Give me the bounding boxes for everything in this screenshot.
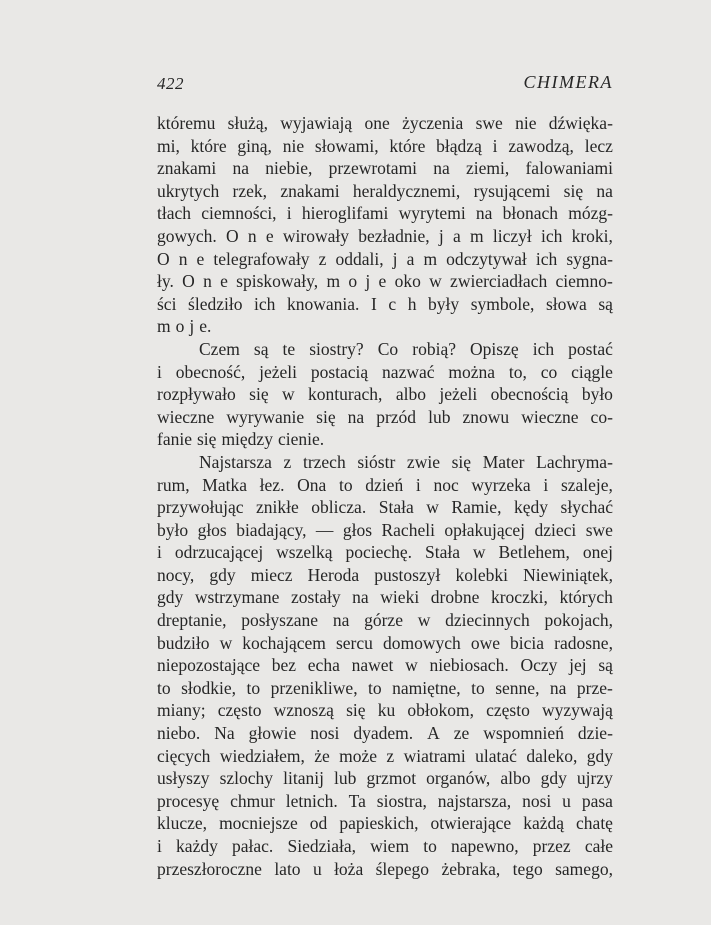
text-line: nocy, gdy miecz Heroda pustoszył kolebki Niewiniątek, (157, 564, 613, 585)
text-line: ły. O n e spiskowały, m o j e oko w zwierciadłach ciemno- (157, 271, 613, 292)
text-line: procesyę chmur letnich. Ta siostra, najstarsza, nosi u pasa (157, 790, 613, 811)
text-line: fanie się między cienie. (157, 429, 325, 450)
text-line: ukrytych rzek, znakami heraldycznemi, rysującemi się na (157, 180, 613, 201)
text-line: cięcych wiedziałem, że może z wiatrami ulatać daleko, gdy (157, 745, 613, 766)
text-line: klucze, mocniejsze od papieskich, otwierające każdą chatę (157, 813, 613, 834)
text-line: niepozostające bez echa nawet w niebiosach. Oczy jej są (157, 655, 613, 676)
text-line: rum, Matka łez. Ona to dzień i noc wyrzeka i szaleje, (157, 474, 613, 495)
text-line: gowych. O n e wirowały bezładnie, j a m liczył ich kroki, (157, 225, 613, 246)
running-title: CHIMERA (523, 72, 613, 92)
text-line: Najstarsza z trzech sióstr zwie się Mater Lachryma- (199, 451, 613, 472)
text-line: znakami na niebie, przewrotami na ziemi, falowaniami (157, 158, 613, 179)
text-line: usłyszy szlochy litanij lub grzmot organów, albo gdy ujrzy (157, 768, 613, 789)
text-line: ści śledziło ich knowania. I c h były symbole, słowa są (157, 293, 613, 314)
text-line: przeszłoroczne lato u łoża ślepego żebraka, tego samego, (157, 858, 613, 879)
text-line: miany; często wznoszą się ku obłokom, często wyzywają (157, 700, 613, 721)
text-line: było głos biadający, — głos Racheli opłakującej dzieci swe (157, 519, 613, 540)
text-line: i obecność, jeżeli postacią nazwać można to, co ciągle (157, 361, 613, 382)
text-line: rozpływało się w konturach, albo jeżeli obecnością było (157, 384, 613, 405)
text-line: wieczne wyrywanie się na przód lub znowu wieczne co- (157, 406, 613, 427)
text-line: to słodkie, to przenikliwe, to namiętne, to senne, na prze- (157, 677, 613, 698)
text-line: m o j e. (157, 316, 212, 337)
text-line: Czem są te siostry? Co robią? Opiszę ich postać (199, 338, 613, 359)
text-line: gdy wstrzymane zostały na wieki drobne kroczki, których (157, 587, 613, 608)
text-line: mi, które giną, nie słowami, które błądzą i zawodzą, lecz (157, 135, 613, 156)
text-line: przywołując znikłe oblicza. Stała w Ramie, kędy słychać (157, 497, 613, 518)
text-line: niebo. Na głowie nosi dyadem. A ze wspomnień dzie- (157, 723, 613, 744)
body-text (157, 112, 613, 880)
text-line: tłach ciemności, i hieroglifami wyrytemi na błonach mózg- (157, 203, 613, 224)
text-line: budziło w kochającem sercu domowych owe bicia radosne, (157, 632, 613, 653)
page-number: 422 (157, 74, 184, 93)
text-line: któremu służą, wyjawiają one życzenia swe nie dźwięka- (157, 113, 613, 133)
text-line: dreptanie, posłyszane na górze w dziecinnych pokojach, (157, 610, 613, 631)
text-line: O n e telegrafowały z oddali, j a m odczytywał ich sygna- (157, 248, 613, 269)
text-line: i każdy pałac. Siedziała, wiem to napewno, przez całe (157, 836, 613, 856)
text-line: i odrzucającej wszelką pociechę. Stała w Betlehem, onej (157, 542, 613, 563)
